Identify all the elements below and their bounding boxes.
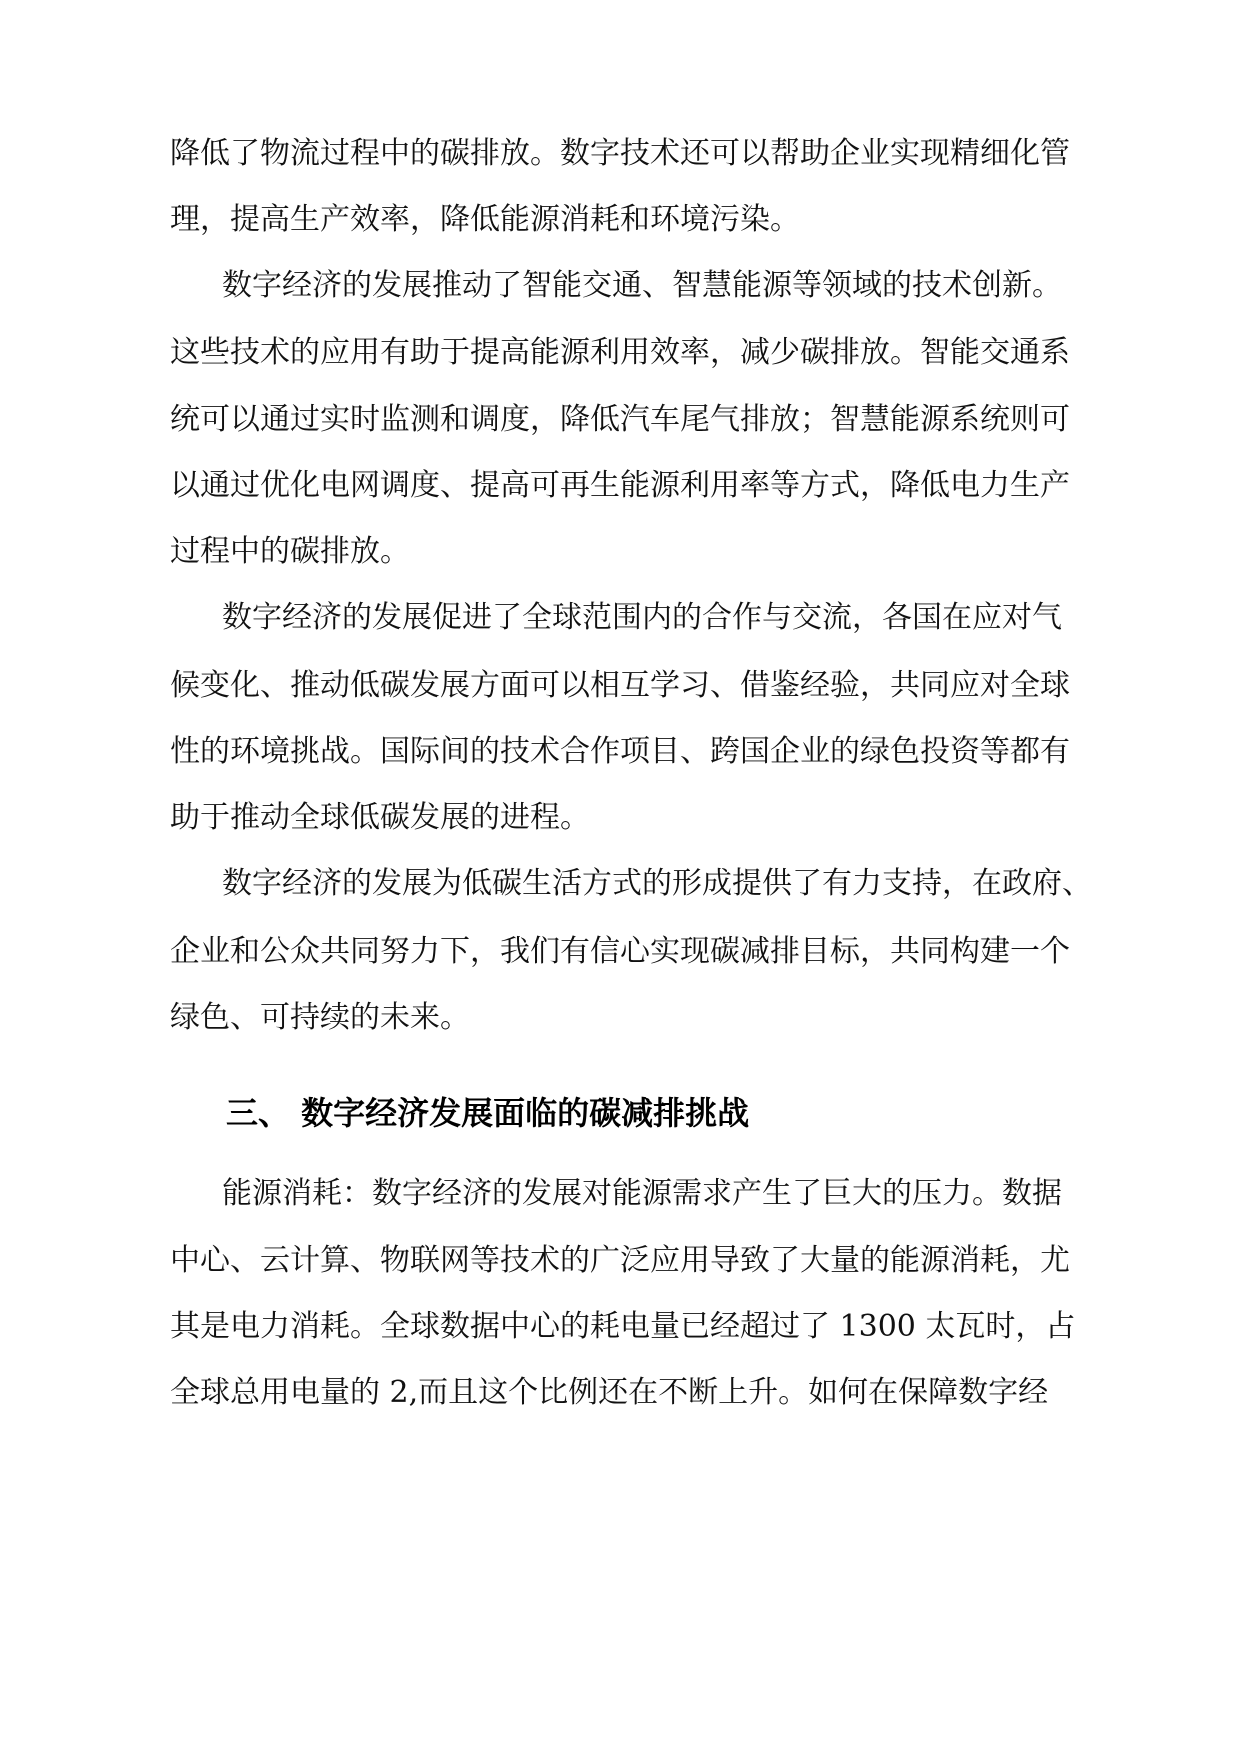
text-line: 数字经济的发展为低碳生活方式的形成提供了有力支持，在政府、 xyxy=(222,866,1092,901)
text-line: 理，提高生产效率，降低能源消耗和环境污染。 xyxy=(170,202,800,237)
text-line: 能源消耗：数字经济的发展对能源需求产生了巨大的压力。数据 xyxy=(222,1176,1062,1211)
text-line: 这些技术的应用有助于提高能源利用效率，减少碳排放。智能交通系 xyxy=(170,335,1070,370)
text-line: 助于推动全球低碳发展的进程。 xyxy=(170,800,590,835)
text-line: 数字经济的发展推动了智能交通、智慧能源等领域的技术创新。 xyxy=(222,268,1062,303)
text-line: 统可以通过实时监测和调度，降低汽车尾气排放；智慧能源系统则可 xyxy=(170,402,1070,437)
text-line: 数字经济的发展促进了全球范围内的合作与交流，各国在应对气 xyxy=(222,600,1062,635)
section-heading: 三、 数字经济发展面临的碳减排挑战 xyxy=(226,1094,750,1132)
text-line: 全球总用电量的 2,而且这个比例还在不断上升。如何在保障数字经 xyxy=(170,1375,1049,1410)
text-line: 以通过优化电网调度、提高可再生能源利用率等方式，降低电力生产 xyxy=(170,468,1070,503)
text-line: 绿色、可持续的未来。 xyxy=(170,1000,470,1035)
text-line: 企业和公众共同努力下，我们有信心实现碳减排目标，共同构建一个 xyxy=(170,934,1070,969)
text-line: 降低了物流过程中的碳排放。数字技术还可以帮助企业实现精细化管 xyxy=(170,136,1070,171)
text-line: 中心、云计算、物联网等技术的广泛应用导致了大量的能源消耗，尤 xyxy=(170,1243,1070,1278)
text-line: 候变化、推动低碳发展方面可以相互学习、借鉴经验，共同应对全球 xyxy=(170,668,1070,703)
text-line: 其是电力消耗。全球数据中心的耗电量已经超过了 1300 太瓦时，占 xyxy=(170,1309,1076,1344)
text-line: 性的环境挑战。国际间的技术合作项目、跨国企业的绿色投资等都有 xyxy=(170,734,1070,769)
text-line: 过程中的碳排放。 xyxy=(170,534,410,569)
